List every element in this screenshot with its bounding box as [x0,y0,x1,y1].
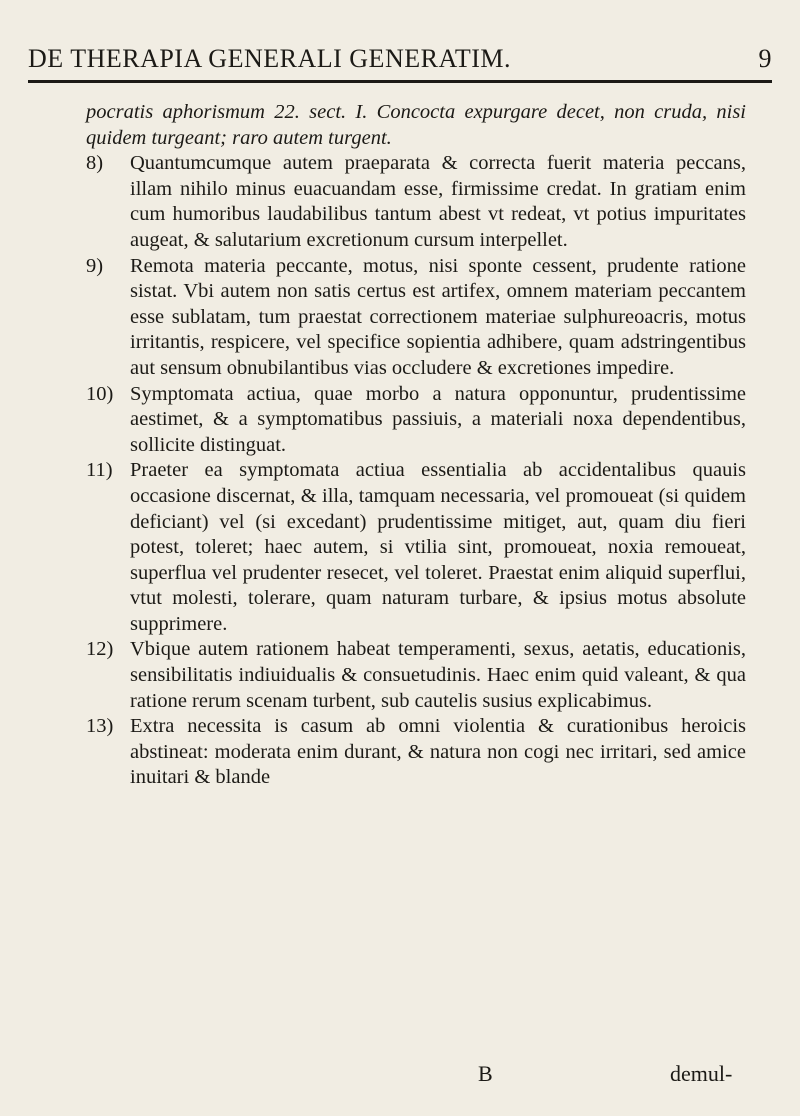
item-text: Vbique autem rationem habeat temperamenti, sexus, aetatis, educationis, sensibilitatis indiuidualis & consuetudinis. Haec enim quid valeant, & qua ratione rerum scenam turbent, sub cautelis susius explicabimus. [130,638,746,712]
body-text [86,100,746,791]
catchword: demul- [670,1061,733,1086]
item-text: Extra necessita is casum ab omni violentia & curationibus heroicis abstineat: moderata enim durant, & natura non cogi nec irritari, sed amice inuitari & blande [130,715,746,789]
running-title: DE THERAPIA GENERALI GENERATIM. [28,44,511,73]
numbered-item [86,714,746,791]
item-number: 11) [86,459,113,482]
numbered-item [86,458,746,637]
numbered-item [86,382,746,459]
item-number: 10) [86,382,114,405]
item-number: 8) [86,152,104,175]
item-text: Praeter ea symptomata actiua essentialia ab accidentalibus quauis occasione discernat, & illa, tamquam necessaria, vel promoueat (si quidem deficiant) vel (si excedant) prudentissime mitiget, aut, quam diu fieri potest, toleret; haec autem, si vtilia sint, promoueat, noxia remoueat, superflua vel prudenter resecet, vel toleret. Praestat enim aliquid superflui, vtut molesti, tolerare, quam naturam turbare, & ipsius motus absolute supprimere. [130,459,746,635]
item-number: 13) [86,715,114,738]
numbered-item [86,151,746,253]
numbered-item [86,637,746,714]
item-number: 12) [86,638,114,661]
item-number: 9) [86,254,104,277]
numbered-item [86,254,746,382]
running-head [28,44,772,84]
item-text: Remota materia peccante, motus, nisi sponte cessent, prudente ratione sistat. Vbi autem non satis certus est artifex, omnem materiam peccantem esse sublatam, tum praestat correctionem materiae sulphureoacris, motus irritantis, respicere, vel specifice sopientia adhibere, quam adstringentibus aut sensum obnubilantibus vias occludere & excretiones impedire. [130,254,746,379]
item-text: Quantumcumque autem praeparata & correcta fuerit materia peccans, illam nihilo minus euacuandam esse, firmissime credat. In gratiam enim cum humoribus laudabilibus tantum abest vt redeat, vt potius impuritates augeat, & salutarium excretionum cursum interpellet. [130,152,746,251]
item-text: Symptomata actiua, quae morbo a natura opponuntur, prudentissime aestimet, & a symptomatibus passiuis, a materiali noxa dependentibus, sollicite distinguat. [130,382,746,456]
page-number: 9 [758,44,772,73]
signature-mark: B [478,1061,493,1086]
header-rule [28,80,772,83]
continuation-paragraph: pocratis aphorismum 22. sect. I. Concocta expurgare decet, non cruda, nisi quidem turgeant; raro autem turgent. [86,101,746,149]
